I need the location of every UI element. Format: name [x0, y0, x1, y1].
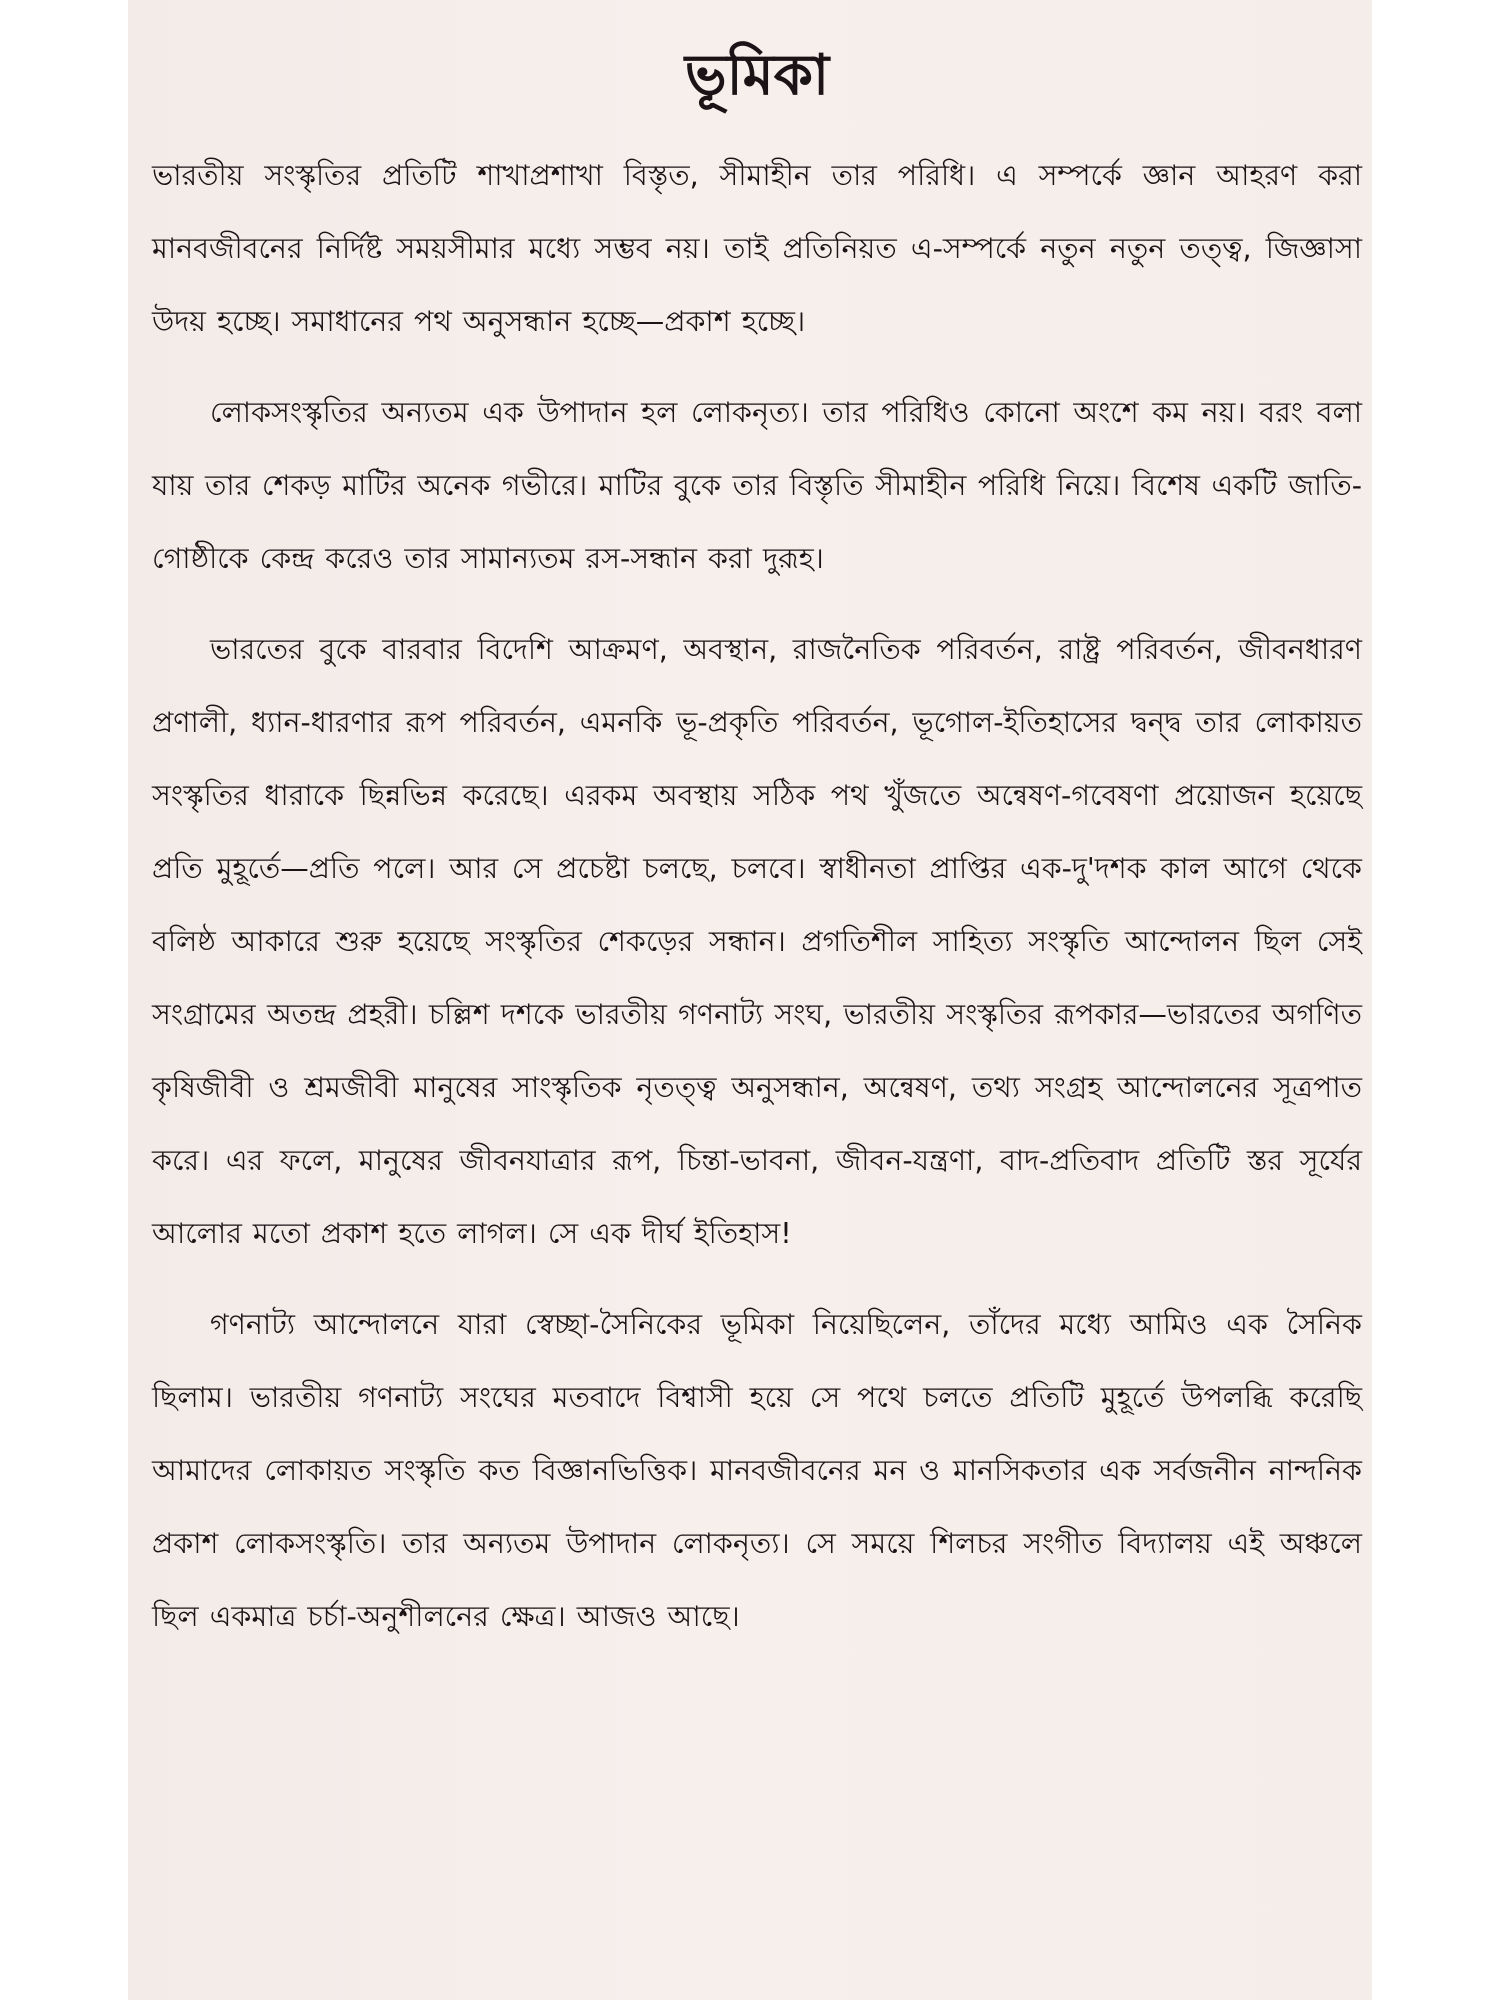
paragraph-1: ভারতীয় সংস্কৃতির প্রতিটি শাখাপ্রশাখা বিস্তৃত, সীমাহীন তার পরিধি। এ সম্পর্কে জ্ঞান আহরণ করা মানবজীবনের নির্দিষ্ট সময়সীমার মধ্যে সম্ভব নয়। তাই প্রতিনিয়ত এ-সম্পর্কে নতুন নতুন তত্ত্ব, জিজ্ঞাসা উদয় হচ্ছে। সমাধানের পথ অনুসন্ধান হচ্ছে—প্রকাশ হচ্ছে। — [152, 158, 1362, 338]
book-page — [128, 0, 1372, 2000]
page-title: ভূমিকা — [684, 43, 830, 108]
paragraph-3: ভারতের বুকে বারবার বিদেশি আক্রমণ, অবস্থান, রাজনৈতিক পরিবর্তন, রাষ্ট্র পরিবর্তন, জীবনধারণ প্রণালী, ধ্যান-ধারণার রূপ পরিবর্তন, এমনকি ভূ-প্রকৃতি পরিবর্তন, ভূগোল-ইতিহাসের দ্বন্দ্ব তার লোকায়ত সংস্কৃতির ধারাকে ছিন্নভিন্ন করেছে। এরকম অবস্থায় সঠিক পথ খুঁজতে অন্বেষণ-গবেষণা প্রয়োজন হয়েছে প্রতি মুহূর্তে—প্রতি পলে। আর সে প্রচেষ্টা চলছে, চলবে। স্বাধীনতা প্রাপ্তির এক-দু'দশক কাল আগে থেকে বলিষ্ঠ আকারে শুরু হয়েছে সংস্কৃতির শেকড়ের সন্ধান। প্রগতিশীল সাহিত্য সংস্কৃতি আন্দোলন ছিল সেই সংগ্রামের অতন্দ্র প্রহরী। চল্লিশ দশকে ভারতীয় গণনাট্য সংঘ, ভারতীয় সংস্কৃতির রূপকার—ভারতের অগণিত কৃষিজীবী ও শ্রমজীবী মানুষের সাংস্কৃতিক নৃতত্ত্ব অনুসন্ধান, অন্বেষণ, তথ্য সংগ্রহ আন্দোলনের সূত্রপাত করে। এর ফলে, মানুষের জীবনযাত্রার রূপ, চিন্তা-ভাবনা, জীবন-যন্ত্রণা, বাদ-প্রতিবাদ প্রতিটি স্তর সূর্যের আলোর মতো প্রকাশ হতে লাগল। সে এক দীর্ঘ ইতিহাস! — [152, 632, 1362, 1250]
paragraph-gap — [152, 595, 1362, 613]
paragraph-gap — [152, 358, 1362, 376]
paragraph-gap — [152, 1270, 1362, 1288]
paragraph-4: গণনাট্য আন্দোলনে যারা স্বেচ্ছা-সৈনিকের ভূমিকা নিয়েছিলেন, তাঁদের মধ্যে আমিও এক সৈনিক ছিলাম। ভারতীয় গণনাট্য সংঘের মতবাদে বিশ্বাসী হয়ে সে পথে চলতে প্রতিটি মুহূর্তে উপলব্ধি করেছি আমাদের লোকায়ত সংস্কৃতি কত বিজ্ঞানভিত্তিক। মানবজীবনের মন ও মানসিকতার এক সর্বজনীন নান্দনিক প্রকাশ লোকসংস্কৃতি। তার অন্যতম উপাদান লোকনৃত্য। সে সময়ে শিলচর সংগীত বিদ্যালয় এই অঞ্চলে ছিল একমাত্র চর্চা-অনুশীলনের ক্ষেত্র। আজও আছে। — [152, 1307, 1362, 1633]
paragraph-2: লোকসংস্কৃতির অন্যতম এক উপাদান হল লোকনৃত্য। তার পরিধিও কোনো অংশে কম নয়। বরং বলা যায় তার শেকড় মাটির অনেক গভীরে। মাটির বুকে তার বিস্তৃতি সীমাহীন পরিধি নিয়ে। বিশেষ একটি জাতি-গোষ্ঠীকে কেন্দ্র করেও তার সামান্যতম রস-সন্ধান করা দুরূহ। — [152, 395, 1362, 575]
